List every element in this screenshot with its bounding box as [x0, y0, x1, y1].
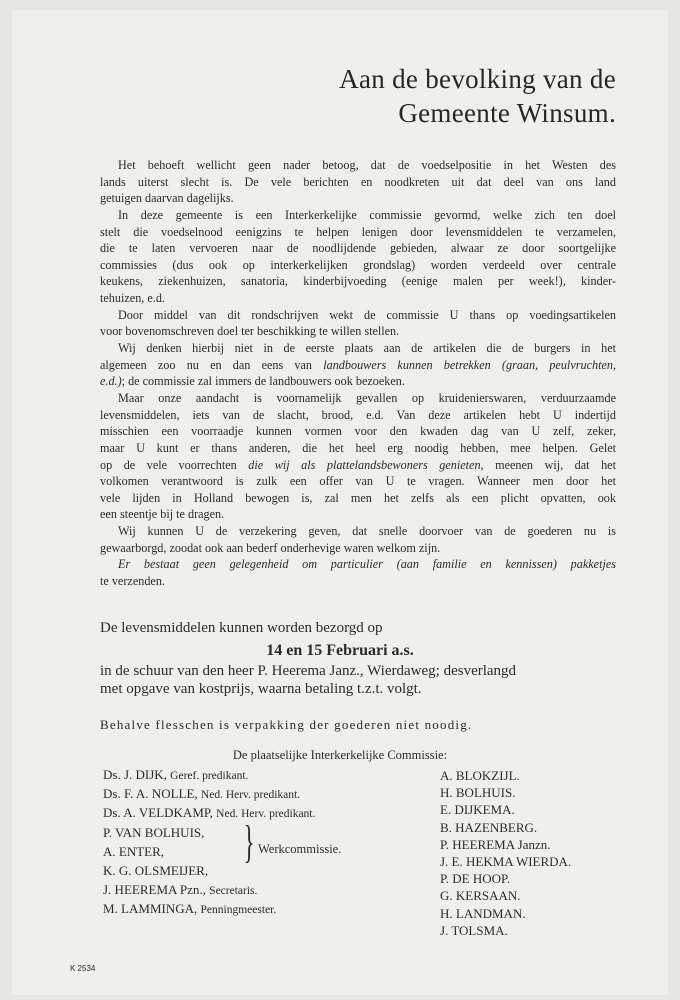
body-line [100, 290, 616, 307]
body-line [100, 473, 616, 490]
member-name: Ds. J. DIJK, [103, 767, 167, 782]
line-text: stelt die voedselnood eenigzins te helpen lenigen door levensmiddelen te verzamelen, [100, 224, 616, 239]
body-line [100, 390, 616, 407]
committee-member: A. BLOKZIJL. [440, 768, 520, 783]
member-name: Ds. A. VELDKAMP, [103, 805, 213, 821]
body-line [100, 357, 616, 374]
member-name: M. LAMMINGA, [103, 901, 198, 917]
line-text: algemeen zoo nu en dan eens van [100, 357, 324, 372]
member-role: Secretaris. [209, 885, 258, 898]
committee-member: P. HEEREMA Janzn. [440, 836, 551, 852]
member-name: Ds. F. A. NOLLE, [103, 786, 198, 802]
committee-member [103, 824, 315, 843]
line-text: die te laten vervoeren naar de noodlijdende gebieden, alwaar ze door soortgelijke [100, 241, 616, 256]
line-text: te verzenden. [100, 574, 165, 589]
body-line [100, 407, 616, 424]
werkcommissie-label: Werkcommissie. [258, 842, 342, 856]
committee-member: G. KERSAAN. [440, 888, 521, 904]
line-text: volkomen verantwoord is zulk een offer van U te vragen. Wanneer men door het [100, 474, 616, 489]
member-name: P. VAN BOLHUIS, [103, 824, 205, 840]
letter-body [100, 157, 616, 590]
line-text: die wij als plattelandsbewoners genieten, [248, 457, 484, 472]
committee-member: J. E. HEKMA WIERDA. [440, 854, 572, 870]
brace: } [243, 816, 255, 867]
title-line-1: Aan de bevolking van de [339, 64, 616, 94]
title-line-2: Gemeente Winsum. [398, 98, 616, 128]
committee-member [103, 785, 315, 804]
body-line [100, 240, 616, 257]
line-text: lands uiterst slecht is. De vele berichten en noodkreten uit dat deel van ons land [100, 174, 616, 189]
committee-title: De plaatselijke Interkerkelijke Commissie: [232, 748, 448, 762]
committee-member [103, 804, 315, 823]
member-role: Ned. Herv. predikant. [200, 789, 301, 802]
member-role: Ned. Herv. predikant. [216, 808, 316, 821]
line-text: meenen wij, dat het [483, 457, 616, 472]
committee-member [103, 881, 315, 900]
line-text: misschien een voorraadje kunnen vormen voor den kwaden dag van U zelf, zeker, [100, 424, 616, 439]
member-name: A. ENTER, [103, 843, 165, 859]
body-line [100, 174, 616, 191]
body-line [100, 556, 616, 573]
body-line [100, 457, 616, 474]
line-text: Het behoeft wellicht geen nader betoog, dat de voedselpositie in het Westen des [118, 158, 616, 172]
line-text: tehuizen, e.d. [100, 291, 165, 306]
line-text: ; de commissie zal immers de landbouwers ook bezoeken. [121, 374, 405, 389]
body-line [100, 207, 616, 224]
body-line [100, 340, 616, 357]
line-text: Wij denken hierbij niet in de eerste plaats aan de artikelen die de burgers in het [118, 341, 616, 356]
line-text: op de vele voorrechten [100, 457, 249, 472]
line-text: een steentje bij te dragen. [100, 507, 225, 522]
committee-member: B. HAZENBERG. [440, 819, 538, 835]
delivery-intro: De levensmiddelen kunnen worden bezorgd op [100, 620, 383, 636]
body-line [100, 190, 616, 207]
line-text: landbouwers kunnen betrekken (graan, peulvruchten, [323, 357, 617, 372]
committee-member: P. DE HOOP. [440, 871, 511, 887]
body-line [100, 224, 616, 241]
body-line [100, 307, 616, 324]
line-text: Maar onze aandacht is voornamelijk gevallen op kruidenierswaren, verduurzaamde [118, 390, 616, 405]
committee-member: E. DIJKEMA. [440, 802, 515, 818]
line-text: vele lijden in Holland bewogen is, zal men het zelfs als een plicht opvatten, ook [100, 490, 616, 505]
body-line [100, 506, 616, 523]
body-line [100, 523, 616, 540]
packaging-note: Behalve flesschen is verpakking der goederen niet noodig. [100, 717, 473, 732]
line-text: maar U kunt er thans anderen, die het heel erg noodig hebben, mee helpen. Gelet [100, 440, 616, 455]
line-text: getuigen daarvan dagelijks. [100, 191, 234, 206]
body-line [100, 157, 616, 174]
body-line [100, 440, 616, 457]
body-line [100, 490, 616, 507]
line-text: Wij kunnen U de verzekering geven, dat snelle doorvoer van de goederen nu is [118, 524, 616, 539]
line-text: keukens, ziekenhuizen, sanatoria, kinderbijvoeding (eenige malen per week!), kinder- [100, 274, 616, 289]
line-text: Er bestaat geen gelegenheid om particulier (aan familie en kennissen) pakketjes [118, 557, 616, 572]
delivery-location: in de schuur van den heer P. Heerema Janz., Wierdaweg; desverlangd [100, 663, 517, 679]
delivery-payment: met opgave van kostprijs, waarna betaling t.z.t. volgt. [100, 681, 422, 697]
line-text: Door middel van dit rondschrijven wekt de commissie U thans op voedingsartikelen [118, 307, 616, 322]
body-line [100, 323, 616, 340]
line-text: voor bovenomschreven doel ter beschikking te willen stellen. [100, 324, 400, 339]
body-line [100, 257, 616, 274]
body-line [100, 373, 616, 390]
body-line [100, 540, 616, 557]
member-role: Penningmeester. [200, 904, 277, 917]
body-line [100, 423, 616, 440]
committee-member [103, 766, 315, 785]
line-text: commissies (dus ook op interkerkelijken grondslag) worden verdeeld over centrale [100, 257, 616, 272]
committee-member: J. TOLSMA. [440, 922, 508, 938]
body-line [100, 573, 616, 590]
member-name: J. HEEREMA Pzn., [103, 882, 206, 898]
member-name: K. G. OLSMEIJER, [103, 863, 209, 879]
committee-member [103, 862, 315, 881]
delivery-date: 14 en 15 Februari a.s. [266, 642, 414, 659]
committee-member: H. LANDMAN. [440, 905, 526, 921]
body-line [100, 273, 616, 290]
member-role: Geref. predikant. [170, 770, 249, 782]
committee-member: H. BOLHUIS. [440, 785, 516, 801]
line-text: e.d.) [100, 374, 122, 389]
line-text: In deze gemeente is een Interkerkelijke commissie gevormd, welke zich ten doel [118, 207, 616, 222]
line-text: gewaarborgd, zoodat ook aan bederf onderhevige waren welkom zijn. [100, 540, 441, 555]
line-text: levensmiddelen, iets van de slacht, brood, e.d. Van deze artikelen hebt U indertijd [100, 407, 616, 422]
committee-member [103, 900, 315, 919]
committee-right-list [440, 767, 571, 939]
print-code: K 2534 [70, 964, 96, 973]
